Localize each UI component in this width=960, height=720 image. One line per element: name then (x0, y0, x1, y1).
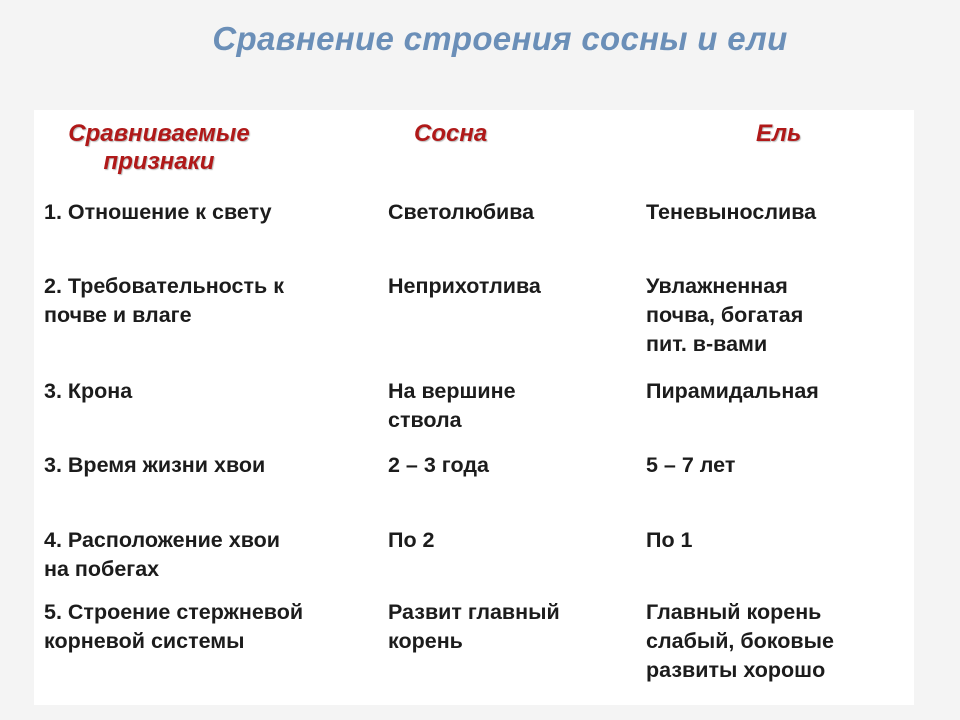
comparison-table (34, 112, 914, 690)
feature-cell: 2. Требовательность к почве и влаге (44, 274, 284, 327)
header-spruce: Ель (756, 120, 802, 147)
table-row (34, 198, 914, 272)
feature-cell: 3. Крона (44, 379, 133, 403)
table-row (34, 598, 914, 690)
table-row (34, 377, 914, 451)
table-header-row (34, 112, 914, 198)
spruce-cell: Увлажненная почва, богатая пит. в-вами (646, 274, 804, 356)
feature-cell: 3. Время жизни хвои (44, 453, 266, 477)
table-row (34, 526, 914, 598)
pine-cell: Неприхотлива (388, 274, 541, 298)
spruce-cell: Главный корень слабый, боковые развиты хорошо (646, 600, 834, 682)
pine-cell: Развит главный корень (388, 600, 560, 653)
table-row (34, 272, 914, 377)
pine-cell: По 2 (388, 528, 435, 552)
pine-cell: На вершине ствола (388, 379, 516, 432)
table-row (34, 451, 914, 526)
feature-cell: 4. Расположение хвои на побегах (44, 528, 280, 581)
header-pine: Сосна (414, 120, 488, 147)
spruce-cell: Теневынослива (646, 200, 817, 224)
feature-cell: 1. Отношение к свету (44, 200, 272, 224)
pine-cell: Светолюбива (388, 200, 535, 224)
spruce-cell: По 1 (646, 528, 693, 552)
header-features: Сравниваемые признаки (68, 120, 250, 175)
spruce-cell: 5 – 7 лет (646, 453, 736, 477)
pine-cell: 2 – 3 года (388, 453, 489, 477)
spruce-cell: Пирамидальная (646, 379, 819, 403)
slide-title: Сравнение строения сосны и ели (212, 20, 788, 57)
feature-cell: 5. Строение стержневой корневой системы (44, 600, 304, 653)
